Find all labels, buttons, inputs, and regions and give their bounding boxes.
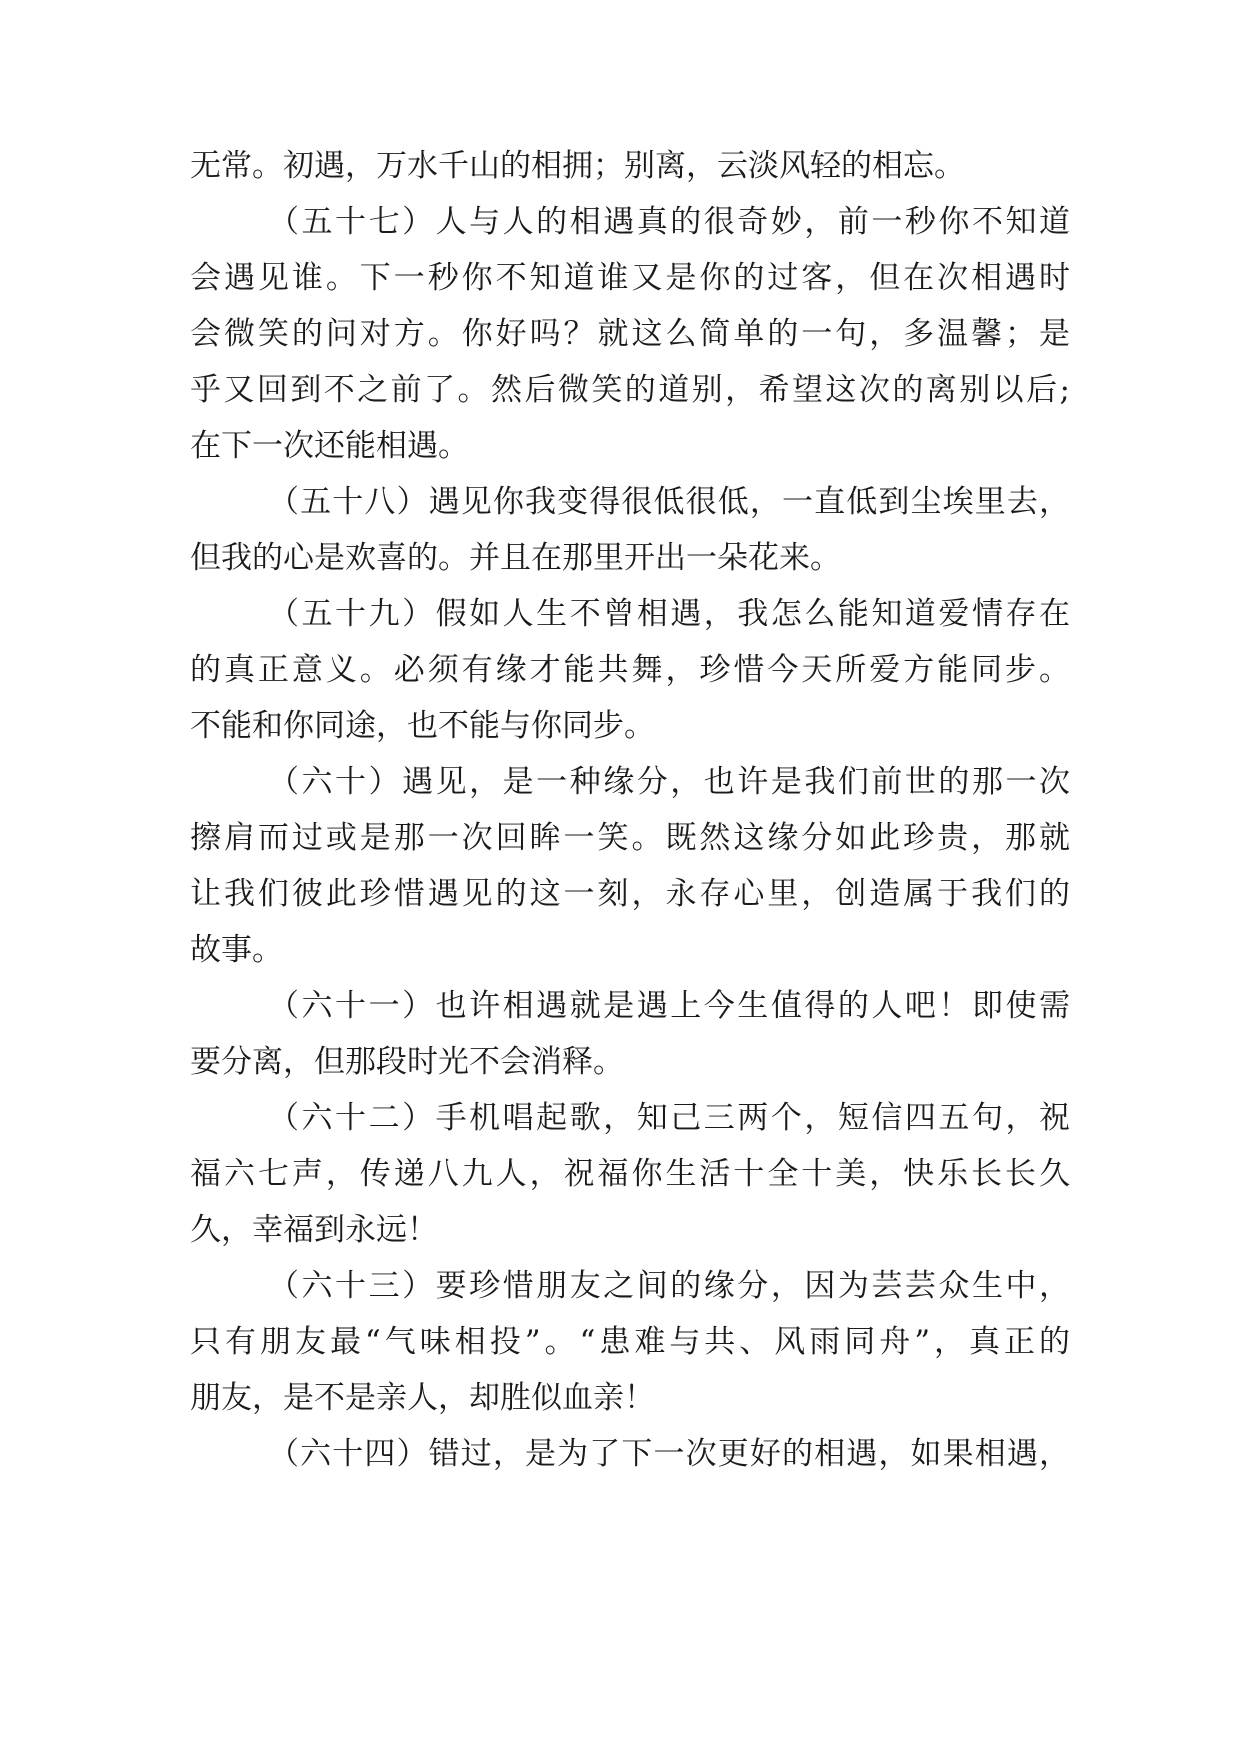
- text-line: 会微笑的问对方。你好吗？就这么简单的一句，多温馨；是: [190, 316, 1070, 352]
- text-line: 的真正意义。必须有缘才能共舞，珍惜今天所爱方能同步。: [190, 652, 1070, 688]
- text-line: 会遇见谁。下一秒你不知道谁又是你的过客，但在次相遇时: [190, 260, 1070, 296]
- paragraph-63-line: （六十三）要珍惜朋友之间的缘分，因为芸芸众生中，: [268, 1268, 1070, 1304]
- text-line: 要分离，但那段时光不会消释。: [190, 1044, 624, 1080]
- paragraph-58-line: （五十八）遇见你我变得很低很低，一直低到尘埃里去，: [268, 484, 1070, 520]
- paragraph-59-line: （五十九）假如人生不曾相遇，我怎么能知道爱情存在: [268, 596, 1070, 632]
- text-line: 擦肩而过或是那一次回眸一笑。既然这缘分如此珍贵，那就: [190, 820, 1070, 856]
- text-line: 朋友，是不是亲人，却胜似血亲！: [190, 1380, 655, 1416]
- text-line: 只有朋友最“气味相投”。“患难与共、风雨同舟”，真正的: [190, 1324, 1070, 1360]
- text-line: 乎又回到不之前了。然后微笑的道别，希望这次的离别以后;: [190, 372, 1070, 408]
- paragraph-60-line: （六十）遇见，是一种缘分，也许是我们前世的那一次: [268, 764, 1070, 800]
- paragraph-61-line: （六十一）也许相遇就是遇上今生值得的人吧！即使需: [268, 988, 1070, 1024]
- paragraph-64-line: （六十四）错过，是为了下一次更好的相遇，如果相遇，: [268, 1436, 1070, 1472]
- text-line: 无常。初遇，万水千山的相拥；别离，云淡风轻的相忘。: [190, 148, 965, 184]
- text-line: 不能和你同途，也不能与你同步。: [190, 708, 655, 744]
- text-line: 故事。: [190, 932, 283, 968]
- text-line: 福六七声，传递八九人，祝福你生活十全十美，快乐长长久: [190, 1156, 1070, 1192]
- paragraph-57-line: （五十七）人与人的相遇真的很奇妙，前一秒你不知道: [268, 204, 1070, 240]
- text-line: 在下一次还能相遇。: [190, 428, 469, 464]
- text-line: 久，幸福到永远！: [190, 1212, 438, 1248]
- text-line: 但我的心是欢喜的。并且在那里开出一朵花来。: [190, 540, 841, 576]
- text-line: 让我们彼此珍惜遇见的这一刻，永存心里，创造属于我们的: [190, 876, 1070, 912]
- paragraph-62-line: （六十二）手机唱起歌，知己三两个，短信四五句，祝: [268, 1100, 1070, 1136]
